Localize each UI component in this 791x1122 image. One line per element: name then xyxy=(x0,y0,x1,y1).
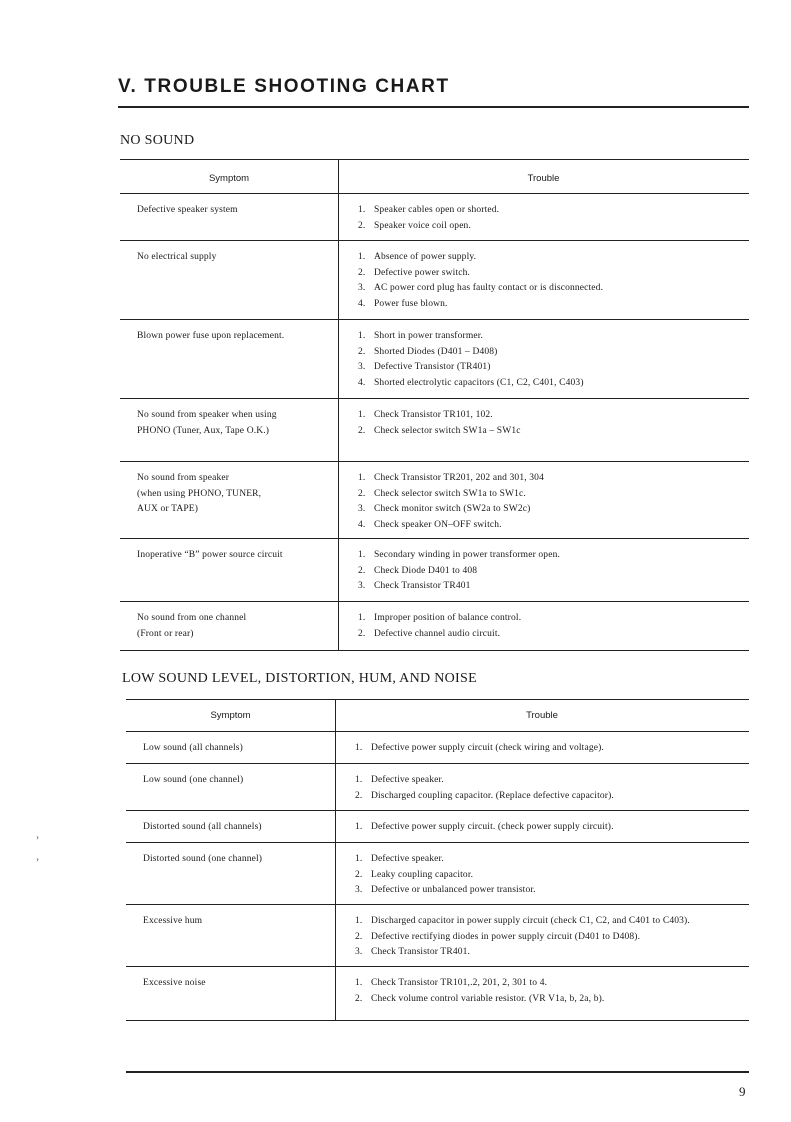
trouble-text: Defective or unbalanced power transistor. xyxy=(371,885,536,895)
trouble-text: Check monitor switch (SW2a to SW2c) xyxy=(374,504,531,514)
symptom-text: PHONO (Tuner, Aux, Tape O.K.) xyxy=(137,425,270,436)
symptom-text: Excessive hum xyxy=(143,916,203,926)
trouble-text: Leaky coupling capacitor. xyxy=(371,869,474,880)
trouble-text: Improper position of balance control. xyxy=(374,613,522,623)
column-divider xyxy=(338,159,339,651)
trouble-text: Check Transistor TR401. xyxy=(371,947,471,957)
trouble-item xyxy=(358,266,603,282)
symptom-cell xyxy=(143,741,243,757)
trouble-item xyxy=(355,914,690,930)
trouble-text: Discharged coupling capacitor. (Replace defective capacitor). xyxy=(371,790,614,801)
item-number: 1. xyxy=(355,743,363,753)
header-rule xyxy=(120,193,749,194)
item-number: 2. xyxy=(355,790,363,801)
row-rule xyxy=(120,538,749,539)
trouble-item xyxy=(358,611,521,627)
margin-mark: › xyxy=(36,832,39,842)
item-number: 1. xyxy=(358,613,366,623)
row-rule xyxy=(120,461,749,462)
trouble-item xyxy=(355,789,614,805)
trouble-item xyxy=(358,219,499,235)
item-number: 3. xyxy=(358,581,366,591)
item-number: 1. xyxy=(358,205,366,215)
trouble-item xyxy=(355,868,536,884)
row-rule xyxy=(126,904,749,905)
item-number: 2. xyxy=(358,220,366,231)
table-top-rule xyxy=(120,159,749,160)
item-number: 4. xyxy=(358,519,366,530)
trouble-column-header: Trouble xyxy=(527,173,560,184)
trouble-text: Defective Transistor (TR401) xyxy=(374,362,491,372)
trouble-text: Check Transistor TR401 xyxy=(374,581,471,591)
trouble-item xyxy=(355,820,614,836)
row-rule xyxy=(120,319,749,320)
trouble-text: Defective channel audio circuit. xyxy=(374,628,501,639)
trouble-cell xyxy=(355,773,614,804)
symptom-cell xyxy=(137,548,283,564)
trouble-column-header: Trouble xyxy=(526,710,558,721)
trouble-text: Check Diode D401 to 408 xyxy=(374,565,478,576)
trouble-text: Defective rectifying diodes in power supply circuit (D401 to D408). xyxy=(371,931,641,942)
symptom-text: Excessive noise xyxy=(143,978,206,988)
item-number: 1. xyxy=(358,331,366,341)
trouble-cell xyxy=(358,408,521,439)
symptom-text: No sound from one channel xyxy=(137,613,247,623)
symptom-cell xyxy=(137,408,277,439)
trouble-text: Absence of power supply. xyxy=(374,252,477,262)
trouble-cell xyxy=(358,471,544,533)
trouble-item xyxy=(358,345,584,361)
trouble-text: Check selector switch SW1a to SW1c. xyxy=(374,488,526,499)
trouble-item xyxy=(355,883,536,899)
item-number: 1. xyxy=(358,473,366,483)
section-title: NO SOUND xyxy=(120,133,195,148)
trouble-item xyxy=(358,627,521,643)
row-rule xyxy=(126,763,749,764)
trouble-item xyxy=(358,564,560,580)
item-number: 1. xyxy=(355,854,363,864)
trouble-text: Shorted Diodes (D401 – D408) xyxy=(374,346,498,357)
symptom-text: No electrical supply xyxy=(137,252,217,262)
item-number: 1. xyxy=(355,978,363,988)
item-number: 3. xyxy=(355,947,363,957)
item-number: 2. xyxy=(355,931,363,942)
symptom-text: No sound from speaker when using xyxy=(137,410,277,420)
trouble-text: Check volume control variable resistor. (VR V1a, b, 2a, b). xyxy=(371,993,605,1004)
trouble-item xyxy=(355,992,604,1008)
column-divider xyxy=(335,699,336,1021)
symptom-cell xyxy=(137,203,238,219)
trouble-cell xyxy=(358,611,521,642)
row-rule xyxy=(126,842,749,843)
trouble-item xyxy=(358,250,603,266)
trouble-item xyxy=(358,408,521,424)
trouble-item xyxy=(358,502,544,518)
trouble-text: Power fuse blown. xyxy=(374,298,448,309)
trouble-cell xyxy=(355,914,690,961)
symptom-cell xyxy=(137,471,261,518)
symptom-text: Distorted sound (one channel) xyxy=(143,854,263,864)
margin-mark: › xyxy=(36,854,39,864)
trouble-text: AC power cord plug has faulty contact or is disconnected. xyxy=(374,283,604,293)
symptom-text: Low sound (all channels) xyxy=(143,743,243,753)
item-number: 2. xyxy=(358,425,366,436)
item-number: 1. xyxy=(358,550,366,560)
trouble-item xyxy=(358,471,544,487)
item-number: 2. xyxy=(358,267,366,278)
trouble-cell xyxy=(358,329,584,391)
symptom-cell xyxy=(143,976,206,992)
item-number: 2. xyxy=(355,993,363,1004)
page-number: 9 xyxy=(739,1084,746,1099)
item-number: 2. xyxy=(355,869,363,880)
row-rule xyxy=(126,966,749,967)
item-number: 3. xyxy=(358,504,366,514)
symptom-text: No sound from speaker xyxy=(137,473,230,483)
trouble-text: Short in power transformer. xyxy=(374,331,484,341)
trouble-text: Defective power switch. xyxy=(374,267,471,278)
item-number: 4. xyxy=(358,377,366,388)
symptom-cell xyxy=(137,611,246,642)
symptom-column-header: Symptom xyxy=(210,710,251,721)
row-rule xyxy=(120,650,749,651)
trouble-item xyxy=(355,773,614,789)
symptom-text: Inoperative “B” power source circuit xyxy=(137,550,283,560)
trouble-item xyxy=(358,203,499,219)
trouble-cell xyxy=(358,250,603,312)
item-number: 2. xyxy=(358,628,366,639)
trouble-text: Check Transistor TR101, 102. xyxy=(374,410,493,420)
trouble-cell xyxy=(355,820,614,836)
trouble-text: Speaker cables open or shorted. xyxy=(374,205,500,215)
trouble-item xyxy=(355,930,690,946)
trouble-cell xyxy=(355,976,604,1007)
bottom-rule xyxy=(126,1071,749,1073)
symptom-text: (Front or rear) xyxy=(137,628,194,639)
trouble-text: Discharged capacitor in power supply circuit (check C1, C2, and C401 to C403). xyxy=(371,916,690,926)
title-rule xyxy=(118,106,749,108)
trouble-text: Secondary winding in power transformer open. xyxy=(374,550,560,560)
row-rule xyxy=(120,398,749,399)
item-number: 4. xyxy=(358,298,366,309)
symptom-text: (when using PHONO, TUNER, xyxy=(137,488,262,499)
symptom-column-header: Symptom xyxy=(208,173,250,184)
trouble-text: Defective speaker. xyxy=(371,854,444,864)
item-number: 1. xyxy=(358,410,366,420)
symptom-cell xyxy=(137,329,284,345)
trouble-text: Check Transistor TR201, 202 and 301, 304 xyxy=(374,473,544,483)
symptom-text: Distorted sound (all channels) xyxy=(143,822,262,832)
trouble-item xyxy=(355,976,604,992)
item-number: 2. xyxy=(358,488,366,499)
symptom-text: Defective speaker system xyxy=(137,205,238,215)
trouble-text: Defective power supply circuit. (check power supply circuit). xyxy=(371,822,614,832)
item-number: 2. xyxy=(358,346,366,357)
row-rule xyxy=(120,601,749,602)
trouble-item xyxy=(358,376,584,392)
item-number: 3. xyxy=(355,885,363,895)
item-number: 1. xyxy=(355,775,363,785)
trouble-item xyxy=(358,360,584,376)
trouble-cell xyxy=(358,203,499,234)
symptom-cell xyxy=(137,250,217,266)
table-top-rule xyxy=(126,699,749,700)
trouble-item xyxy=(358,424,521,440)
row-rule xyxy=(126,810,749,811)
trouble-text: Shorted electrolytic capacitors (C1, C2, C401, C403) xyxy=(374,377,584,388)
section-title: LOW SOUND LEVEL, DISTORTION, HUM, AND NOISE xyxy=(122,671,477,686)
trouble-item xyxy=(355,945,690,961)
symptom-text: AUX or TAPE) xyxy=(137,504,199,514)
symptom-cell xyxy=(143,820,262,836)
symptom-cell xyxy=(143,914,202,930)
symptom-cell xyxy=(143,852,262,868)
trouble-item xyxy=(358,281,603,297)
trouble-cell xyxy=(355,741,604,757)
item-number: 1. xyxy=(358,252,366,262)
trouble-item xyxy=(358,579,560,595)
trouble-item xyxy=(358,548,560,564)
trouble-item xyxy=(358,297,603,313)
trouble-item xyxy=(358,518,544,534)
item-number: 2. xyxy=(358,565,366,576)
row-rule xyxy=(120,240,749,241)
trouble-item xyxy=(355,852,536,868)
trouble-item xyxy=(358,329,584,345)
trouble-text: Speaker voice coil open. xyxy=(374,220,471,231)
trouble-item xyxy=(355,741,604,757)
symptom-cell xyxy=(143,773,243,789)
trouble-text: Defective speaker. xyxy=(371,775,444,785)
header-rule xyxy=(126,731,749,732)
symptom-text: Low sound (one channel) xyxy=(143,775,244,785)
trouble-item xyxy=(358,487,544,503)
trouble-text: Check selector switch SW1a – SW1c xyxy=(374,425,521,436)
item-number: 3. xyxy=(358,283,366,293)
item-number: 1. xyxy=(355,822,363,832)
trouble-text: Check speaker ON–OFF switch. xyxy=(374,519,502,530)
trouble-cell xyxy=(358,548,560,595)
trouble-text: Check Transistor TR101,.2, 201, 2, 301 to 4. xyxy=(371,978,548,988)
page-title: V. TROUBLE SHOOTING CHART xyxy=(118,76,450,97)
row-rule xyxy=(126,1020,749,1021)
trouble-cell xyxy=(355,852,536,899)
symptom-text: Blown power fuse upon replacement. xyxy=(137,331,285,341)
trouble-text: Defective power supply circuit (check wiring and voltage). xyxy=(371,743,604,753)
item-number: 3. xyxy=(358,362,366,372)
item-number: 1. xyxy=(355,916,363,926)
